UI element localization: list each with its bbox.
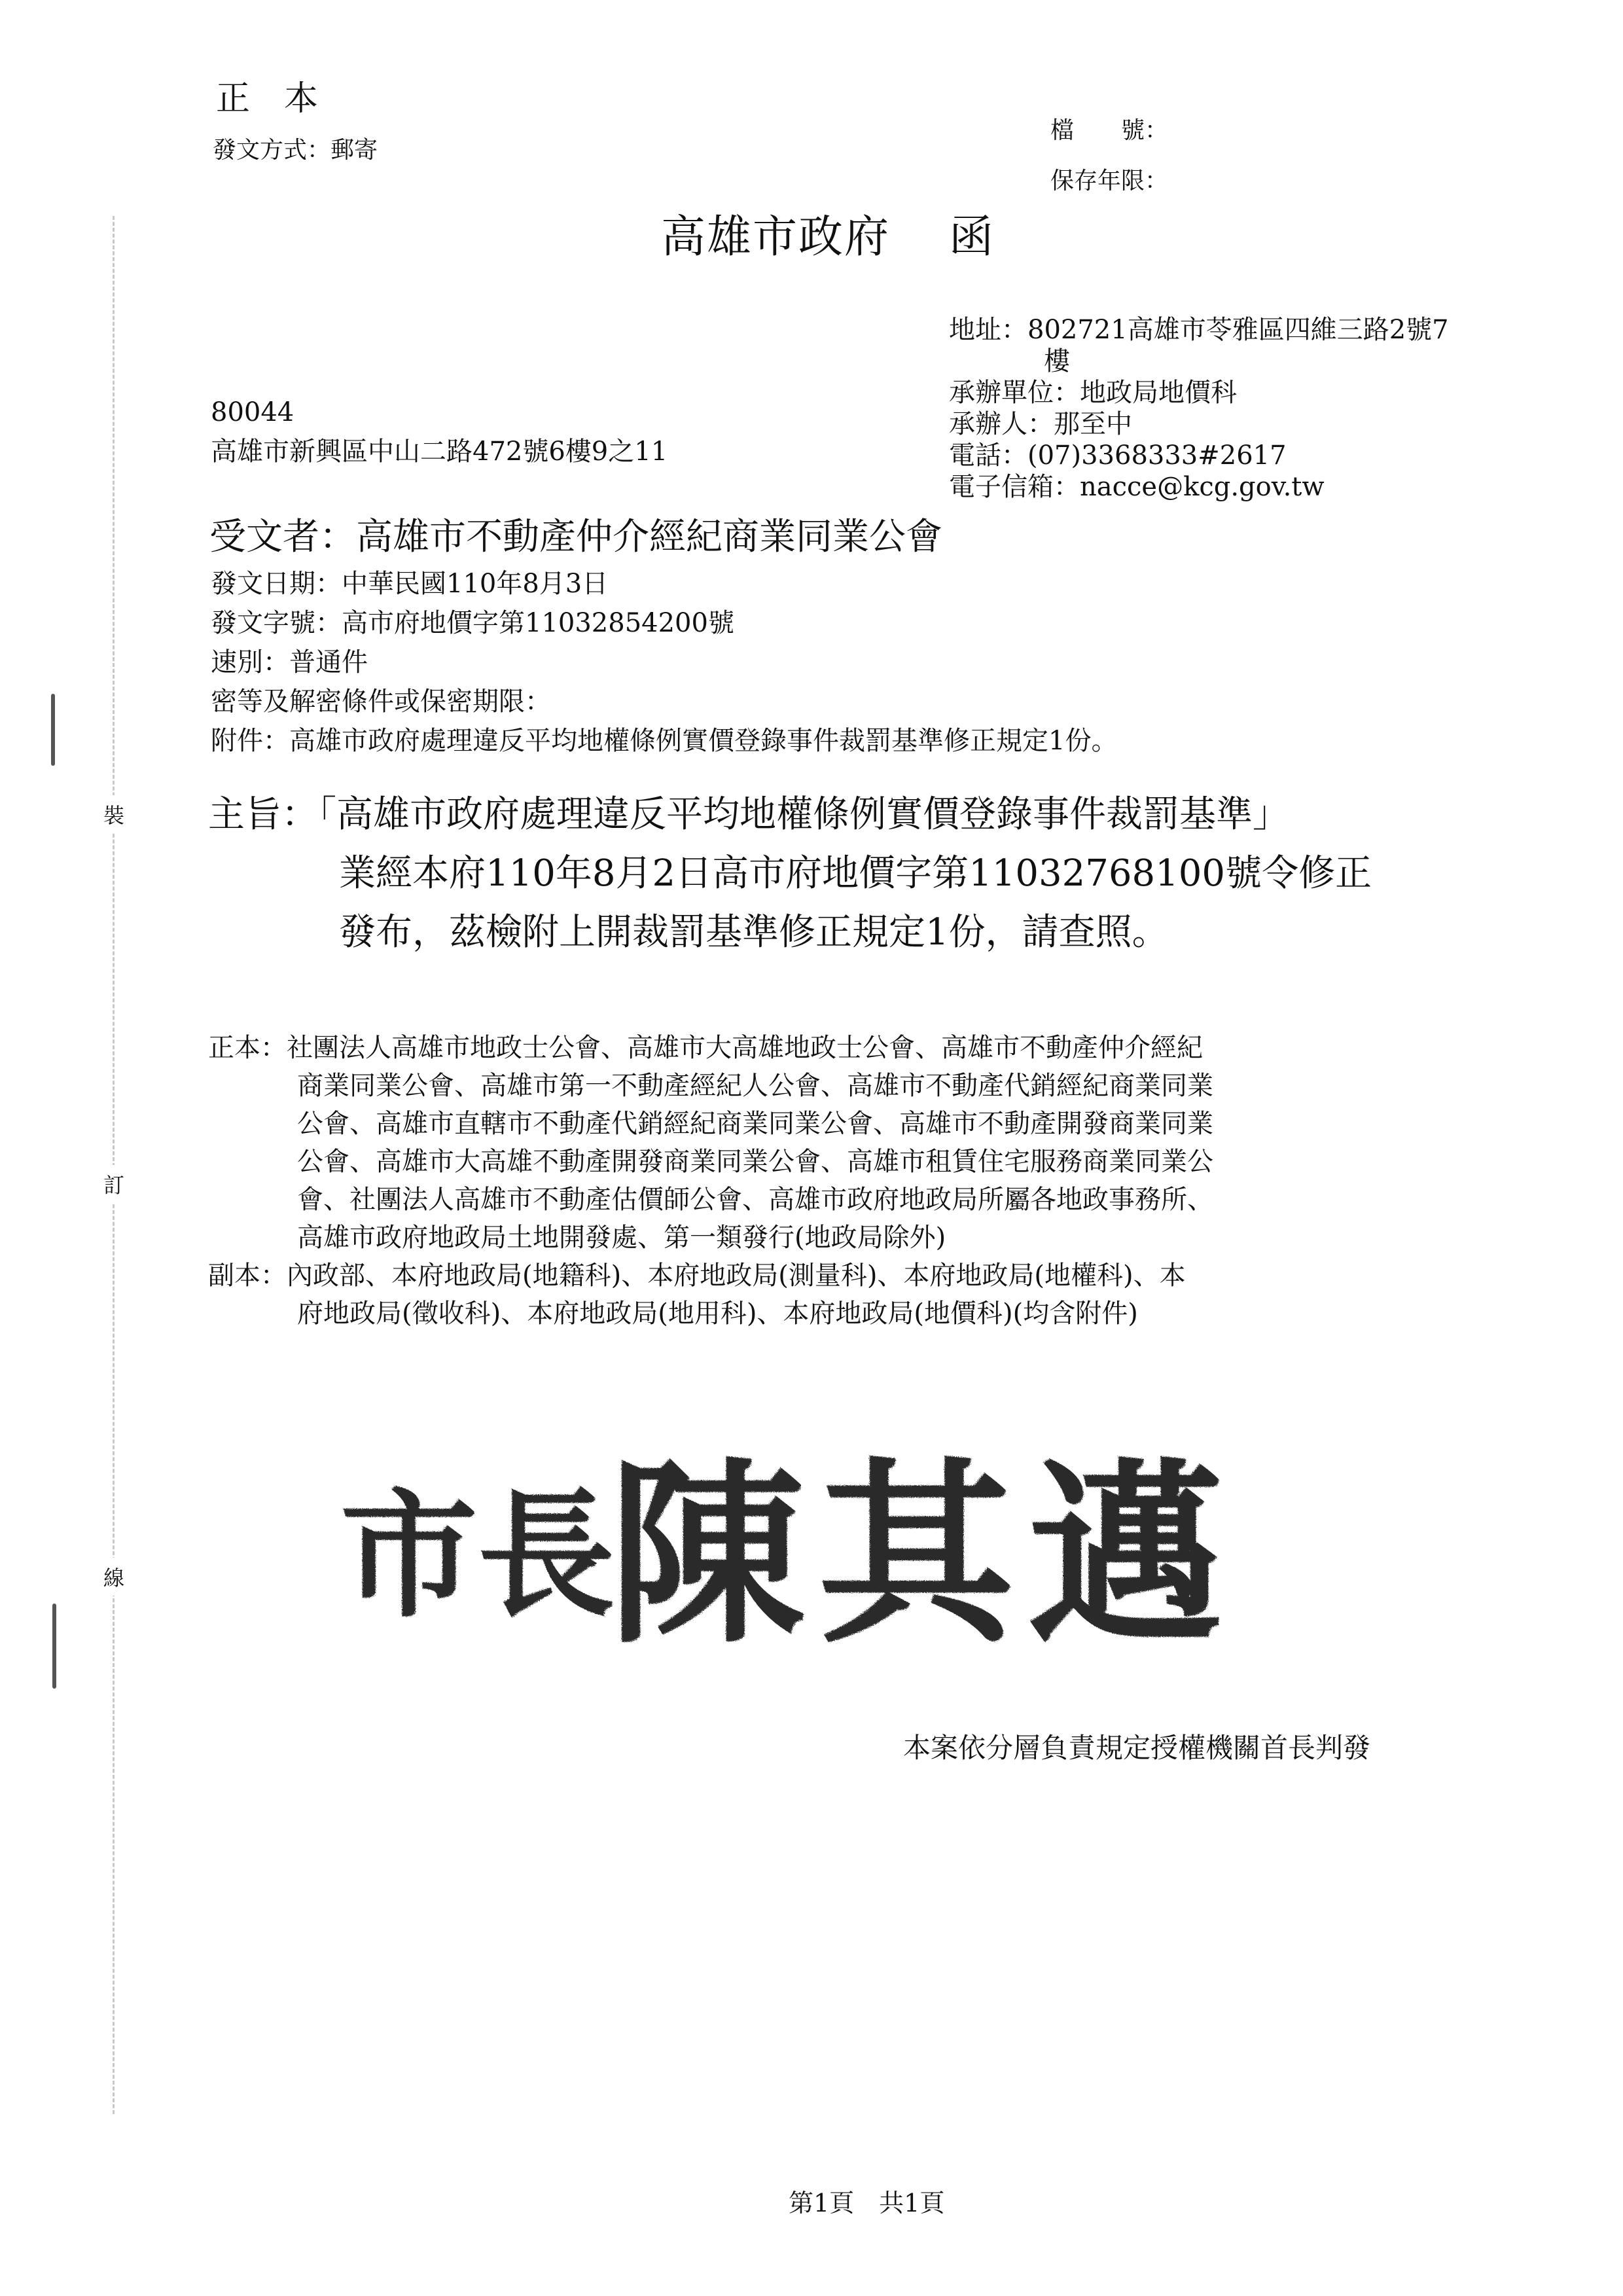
retention-label: 保存年限： [1050, 168, 1169, 194]
subject-line: 主旨：「高雄市政府處理違反平均地權條例實價登錄事件裁罰基準」 [208, 793, 1289, 836]
page-number: 第1頁 共1頁 [789, 2189, 945, 2217]
signature-name: 陳其邁 [609, 1439, 1237, 1670]
distribution-line: 高雄市政府地政局土地開發處、第一類發行(地政局除外) [297, 1223, 946, 1253]
dispatch-method: 發文方式：郵寄 [213, 137, 378, 164]
title-doc-type: 函 [949, 211, 995, 263]
scan-artifact [52, 1604, 56, 1689]
signature-title: 市長 [340, 1475, 616, 1636]
attachment: 附件：高雄市政府處理違反平均地權條例實價登錄事件裁罰基準修正規定1份。 [211, 726, 1118, 756]
handling-unit: 承辦單位：地政局地價科 [949, 378, 1237, 408]
binding-mark-xian: 線 [103, 1558, 124, 1596]
recipient-postcode: 80044 [211, 397, 294, 427]
sender-info [949, 314, 1449, 503]
binding-mark-ding: 訂 [103, 1165, 124, 1203]
copy-type-label: 正 本 [216, 79, 319, 118]
binding-mark-zhuang: 裝 [103, 795, 124, 833]
sender-address-line2: 樓 [1044, 346, 1070, 376]
subject-line: 業經本府110年8月2日高市府地價字第11032768100號令修正 [339, 852, 1372, 895]
document-title [661, 202, 995, 265]
distribution-line: 正本：社團法人高雄市地政士公會、高雄市大高雄地政士公會、高雄市不動產仲介經紀 [208, 1033, 1203, 1063]
subject-line: 發布，茲檢附上開裁罰基準修正規定1份，請查照。 [339, 911, 1169, 954]
recipient-street: 高雄市新興區中山二路472號6樓9之11 [211, 437, 668, 467]
distribution-line: 公會、高雄市大高雄不動產開發商業同業公會、高雄市租賃住宅服務商業同業公 [297, 1147, 1213, 1177]
email: 電子信箱：nacce@kcg.gov.tw [949, 472, 1325, 502]
sender-address-line1: 地址：802721高雄市苓雅區四維三路2號7 [949, 315, 1449, 345]
scan-artifact [51, 694, 55, 766]
distribution-copy [208, 1257, 1186, 1333]
dispatch-number: 發文字號：高市府地價字第11032854200號 [211, 608, 734, 638]
distribution-line: 公會、高雄市直轄市不動產代銷經紀商業同業公會、高雄市不動產開發商業同業 [297, 1109, 1213, 1139]
delegation-note: 本案依分層負責規定授權機關首長判發 [903, 1732, 1371, 1764]
copy-line: 副本：內政部、本府地政局(地籍科)、本府地政局(測量科)、本府地政局(地權科)、本 [208, 1261, 1186, 1291]
mayor-signature-stamp [327, 1388, 1257, 1676]
distribution-main [208, 1029, 1213, 1257]
speed-class: 速別：普通件 [211, 647, 368, 677]
subject [208, 785, 1372, 962]
handler: 承辦人：那至中 [949, 409, 1132, 439]
distribution-line: 會、社團法人高雄市不動產估價師公會、高雄市政府地政局所屬各地政事務所、 [297, 1185, 1213, 1215]
phone: 電話：(07)3368333#2617 [949, 440, 1287, 471]
dispatch-date: 發文日期：中華民國110年8月3日 [211, 569, 609, 599]
title-org: 高雄市政府 [661, 211, 891, 263]
signature-svg [327, 1388, 1257, 1676]
copy-line: 府地政局(徵收科)、本府地政局(地用科)、本府地政局(地價科)(均含附件) [297, 1299, 1138, 1329]
dispatch-meta [211, 564, 1117, 761]
distribution-line: 商業同業公會、高雄市第一不動產經紀人公會、高雄市不動產代銷經紀商業同業 [297, 1071, 1213, 1101]
file-number-label: 檔 號： [1050, 117, 1169, 144]
recipient: 受文者：高雄市不動產仲介經紀商業同業公會 [209, 516, 942, 558]
secrecy-class: 密等及解密條件或保密期限： [211, 687, 551, 717]
